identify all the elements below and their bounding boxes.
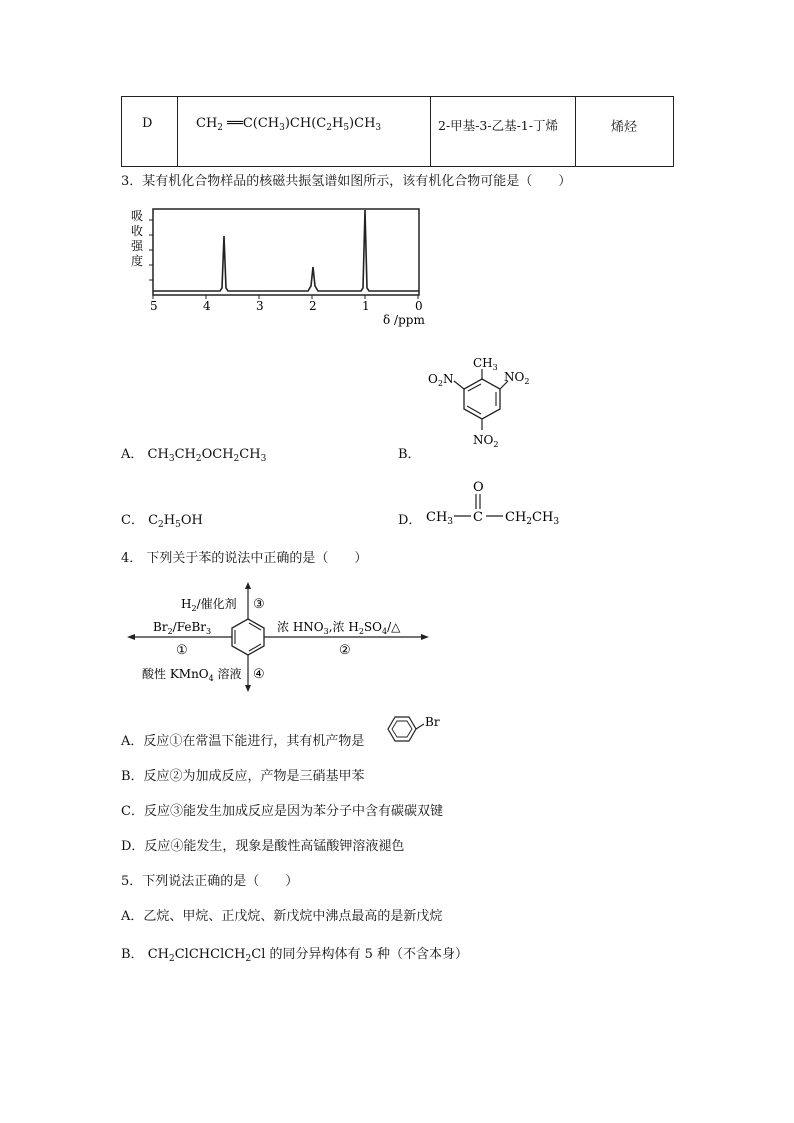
table-cell-letter [121, 96, 178, 167]
q3-option-d-label: D． [398, 513, 422, 528]
x-tick-label: 1 [362, 299, 370, 313]
row-name: 2-甲基-3-乙基-1-丁烯 [438, 118, 558, 133]
benzene-ring [464, 379, 500, 419]
ylabel-char: 强 [131, 239, 144, 253]
spectrum-trace [153, 210, 419, 291]
inner-ring [392, 721, 412, 737]
q4-option-b: B．反应②为加成反应，产物是三硝基甲苯 [121, 769, 365, 784]
bromobenzene-structure [382, 712, 444, 748]
q4-option-c: C．反应③能发生加成反应是因为苯分子中含有碳碳双键 [121, 804, 443, 819]
arrowhead [245, 685, 251, 692]
d-center: C [473, 510, 483, 525]
label-o2n: $O_2N$ [428, 372, 454, 388]
q4-option-d: D．反应④能发生，现象是酸性高锰酸钾溶液褪色 [121, 839, 405, 854]
label-no2-right: $NO_2$ [504, 370, 530, 386]
d-left: $CH_3$ [426, 510, 454, 526]
circle-4: ④ [253, 667, 265, 682]
label-ch3: $CH_3$ [473, 356, 498, 372]
label-no2-bottom: $NO_2$ [473, 433, 499, 449]
row-class: 烯烃 [611, 120, 638, 135]
arrowhead [127, 634, 135, 640]
ring-double-bond [249, 623, 261, 630]
arrowhead [245, 582, 251, 589]
q3-option-c: C． $C_2H_5OH$ [121, 513, 203, 530]
br2-febr3: $Br_2/FeBr_3$ [153, 620, 212, 636]
arrowhead [421, 634, 429, 640]
nitration-conditions: 浓 $HNO_3$,浓 $H_2SO_4/\triangle$ [277, 620, 401, 636]
q4-stem: 4． 下列关于苯的说法中正确的是（ ） [121, 551, 368, 566]
circle-2: ② [339, 643, 351, 658]
kmno4: 酸性 KMnO$_4$ 溶液 [142, 667, 242, 683]
x-tick-label: 5 [150, 299, 158, 313]
benzene-reaction-scheme [125, 582, 435, 692]
ylabel-char: 收 [131, 224, 144, 238]
q4-option-a: A．反应①在常温下能进行，其有机产物是 [121, 734, 365, 749]
bond-left-no2 [454, 381, 464, 389]
benzene-ring [232, 619, 264, 655]
x-tick-label: 4 [203, 299, 211, 313]
optB-structure [420, 355, 550, 455]
q3-option-a: A． $CH_3CH_2OCH_2CH_3$ [121, 447, 267, 464]
ylabel-char: 吸 [131, 209, 144, 223]
ring-double-bond [467, 406, 481, 414]
row-letter: D [142, 116, 153, 131]
d-right: $CH_2CH_3$ [505, 510, 560, 526]
x-tick-label: 2 [309, 299, 317, 313]
c-br-bond [416, 724, 424, 729]
q5-option-b: B． $CH_2ClCHClCH_2Cl$ 的同分异构体有 5 种（不含本身） [121, 947, 469, 964]
br-label: Br [425, 715, 440, 729]
plot-frame [153, 209, 419, 295]
optD-structure [424, 478, 574, 526]
d-oxygen: O [473, 480, 484, 495]
q5-option-a: A．乙烷、甲烷、正戊烷、新戊烷中沸点最高的是新戊烷 [121, 909, 443, 924]
nmr-spectrum [125, 200, 435, 330]
x-tick-label: 0 [415, 299, 423, 313]
circle-1: ① [176, 643, 188, 658]
h2-catalyst: $H_2/$催化剂 [181, 597, 237, 613]
x-axis-label: δ /ppm [383, 313, 425, 327]
circle-3: ③ [253, 597, 265, 612]
ylabel-char: 度 [131, 254, 144, 268]
q3-stem: 3．某有机化合物样品的核磁共振氢谱如图所示，该有机化合物可能是（ ） [121, 174, 572, 189]
x-tick-label: 3 [256, 299, 264, 313]
ring-double-bond [249, 644, 261, 651]
q3-option-b-label: B． [398, 447, 421, 462]
row-formula: $CH_2$ $══C(CH_3)CH(C_2H_5)CH_3$ [196, 116, 382, 133]
q5-stem: 5．下列说法正确的是（ ） [121, 874, 299, 889]
